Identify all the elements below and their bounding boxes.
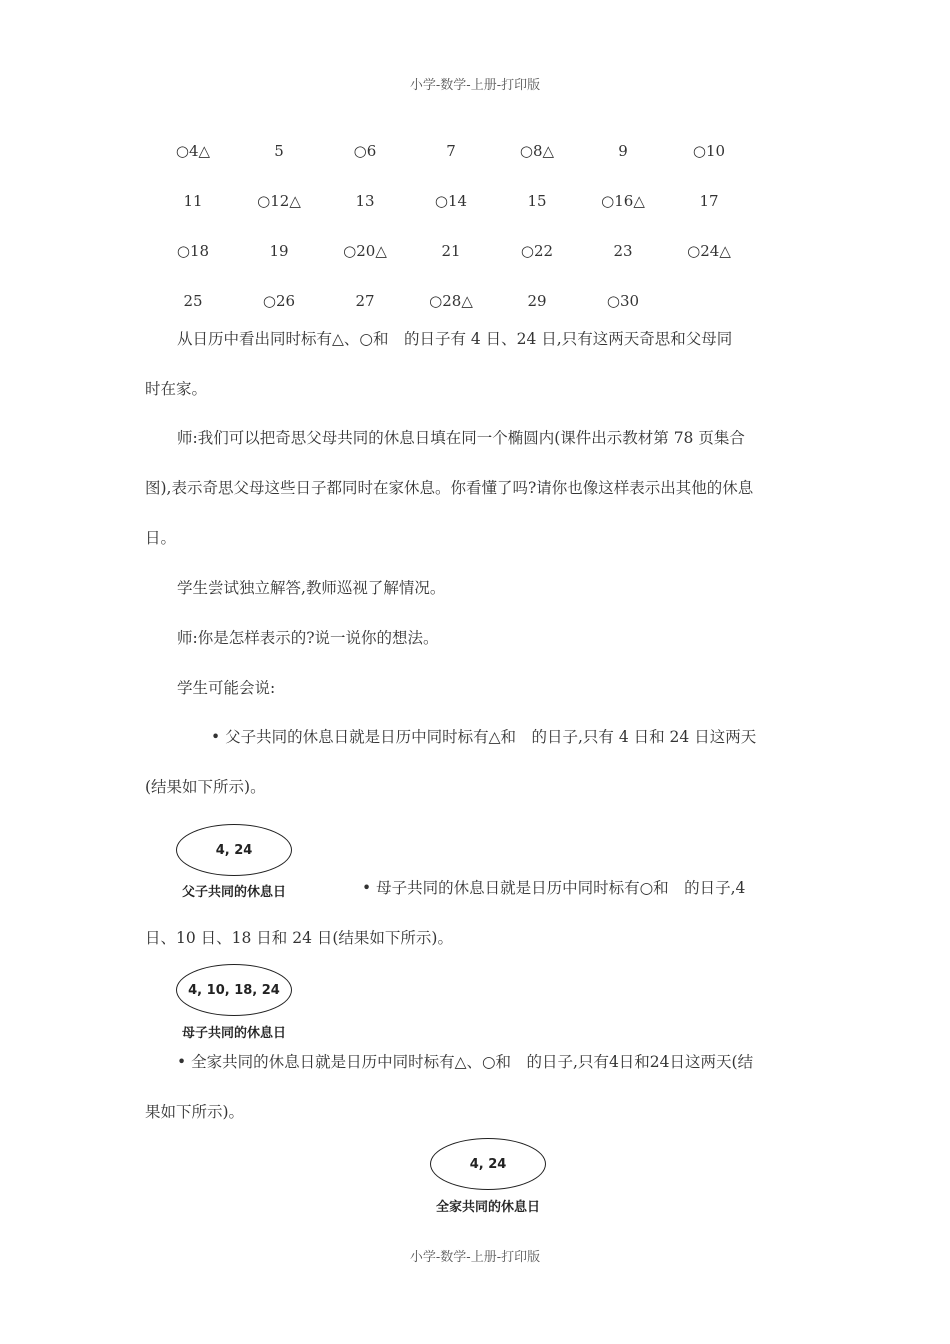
calendar-cell: 17	[699, 192, 719, 210]
oval-caption: 母子共同的休息日	[181, 1026, 286, 1041]
paragraph-2-cont: 图),表示奇思父母这些日子都同时在家休息。你看懂了吗?请你也像这样表示出其他的休息	[145, 479, 754, 497]
oval-values: 4, 24	[176, 824, 292, 876]
oval-caption: 父子共同的休息日	[181, 885, 286, 900]
oval-values: 4, 10, 18, 24	[176, 964, 292, 1016]
calendar-cell: ○14	[434, 192, 468, 210]
bullet-father-son: • 父子共同的休息日就是日历中同时标有△和 的日子,只有 4 日和 24 日这两天	[211, 728, 757, 746]
bullet-mother-son-cont: 日、10 日、18 日和 24 日(结果如下所示)。	[145, 929, 453, 947]
calendar-cell: 7	[446, 142, 456, 160]
set-oval-father-son	[176, 824, 292, 900]
calendar-cell: 13	[355, 192, 375, 210]
page-footer: 小学-数学-上册-打印版	[409, 1250, 541, 1265]
calendar-row	[150, 176, 800, 226]
set-oval-mother-son	[176, 964, 292, 1041]
calendar-cell: ○20△	[343, 242, 387, 260]
calendar-cell: ○28△	[429, 292, 473, 310]
calendar-row	[150, 276, 800, 326]
calendar-cell: ○26	[262, 292, 296, 310]
calendar-cell: 11	[183, 192, 203, 210]
calendar-grid	[150, 126, 800, 326]
paragraph-2: 师:我们可以把奇思父母共同的休息日填在同一个椭圆内(课件出示教材第 78 页集合	[177, 429, 745, 447]
calendar-cell: 9	[618, 142, 628, 160]
calendar-cell: ○24△	[687, 242, 731, 260]
bullet-family-cont: 果如下所示)。	[145, 1103, 245, 1121]
set-oval-family	[430, 1138, 546, 1215]
calendar-row	[150, 126, 800, 176]
calendar-cell: ○12△	[257, 192, 301, 210]
bullet-father-son-cont: (结果如下所示)。	[145, 778, 266, 796]
calendar-cell: 21	[441, 242, 461, 260]
calendar-cell: 5	[274, 142, 284, 160]
calendar-cell: ○4△	[175, 142, 211, 160]
paragraph-5: 学生可能会说:	[177, 679, 276, 697]
calendar-cell: 15	[527, 192, 547, 210]
calendar-cell: ○22	[520, 242, 554, 260]
oval-values: 4, 24	[430, 1138, 546, 1190]
page-header: 小学-数学-上册-打印版	[409, 78, 541, 93]
calendar-cell: ○18	[176, 242, 210, 260]
paragraph-1: 从日历中看出同时标有△、○和 的日子有 4 日、24 日,只有这两天奇思和父母同	[177, 330, 733, 348]
bullet-family: • 全家共同的休息日就是日历中同时标有△、○和 的日子,只有4日和24日这两天(结	[177, 1053, 754, 1071]
calendar-cell: ○10	[692, 142, 726, 160]
calendar-cell: 19	[269, 242, 289, 260]
calendar-cell: 23	[613, 242, 633, 260]
calendar-cell: ○30	[606, 292, 640, 310]
calendar-cell: ○8△	[519, 142, 555, 160]
calendar-cell: ○6	[353, 142, 377, 160]
calendar-cell: 27	[355, 292, 375, 310]
bullet-mother-son: • 母子共同的休息日就是日历中同时标有○和 的日子,4	[362, 879, 746, 897]
paragraph-1-cont: 时在家。	[145, 380, 208, 398]
calendar-cell: 29	[527, 292, 547, 310]
oval-caption: 全家共同的休息日	[435, 1200, 540, 1215]
calendar-row	[150, 226, 800, 276]
paragraph-4: 师:你是怎样表示的?说一说你的想法。	[177, 629, 439, 647]
calendar-cell: ○16△	[601, 192, 645, 210]
calendar-cell: 25	[183, 292, 203, 310]
paragraph-2-end: 日。	[145, 529, 177, 547]
paragraph-3: 学生尝试独立解答,教师巡视了解情况。	[177, 579, 446, 597]
